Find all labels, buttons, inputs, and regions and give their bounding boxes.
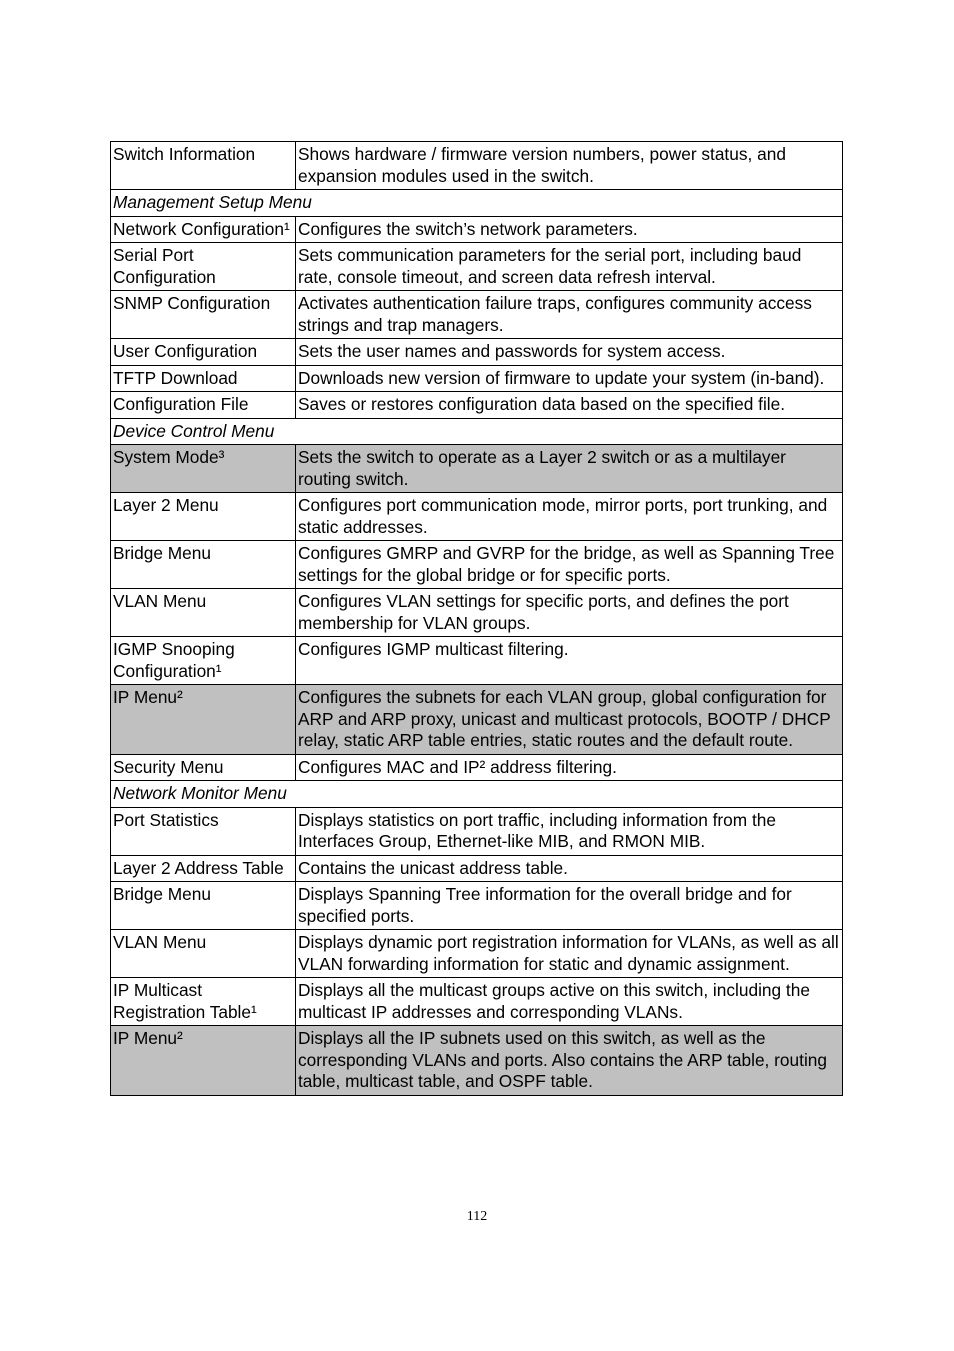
menu-item-description: Displays statistics on port traffic, including information from the Interfaces Group, Ethernet-like MIB, and RMON MIB. — [296, 807, 843, 855]
menu-item-description: Sets the switch to operate as a Layer 2 switch or as a multilayer routing switch. — [296, 445, 843, 493]
table-row — [111, 541, 843, 589]
menu-item-name: IP Menu² — [111, 685, 296, 755]
menu-item-name: User Configuration — [111, 339, 296, 366]
table-row — [111, 392, 843, 419]
section-title: Management Setup Menu — [111, 190, 843, 217]
menu-item-name: IGMP Snooping Configuration¹ — [111, 637, 296, 685]
table-row — [111, 978, 843, 1026]
menu-item-description: Displays all the IP subnets used on this switch, as well as the corresponding VLANs and ports. Also contains the ARP table, routing table, multicast table, and OSPF table. — [296, 1026, 843, 1096]
menu-item-name: Security Menu — [111, 754, 296, 781]
table-row — [111, 493, 843, 541]
section-header-row — [111, 418, 843, 445]
menu-item-description: Shows hardware / firmware version numbers, power status, and expansion modules used in the switch. — [296, 142, 843, 190]
menu-item-name: Bridge Menu — [111, 882, 296, 930]
table-row — [111, 445, 843, 493]
menu-item-name: VLAN Menu — [111, 930, 296, 978]
menu-item-name: Layer 2 Menu — [111, 493, 296, 541]
table-row — [111, 291, 843, 339]
menu-item-description: Configures IGMP multicast filtering. — [296, 637, 843, 685]
menu-item-description: Configures the switch’s network parameters. — [296, 216, 843, 243]
menu-item-description: Configures port communication mode, mirror ports, port trunking, and static addresses. — [296, 493, 843, 541]
table-row — [111, 339, 843, 366]
section-header-row — [111, 190, 843, 217]
menu-item-description: Saves or restores configuration data based on the specified file. — [296, 392, 843, 419]
table-row — [111, 216, 843, 243]
menu-item-name: Switch Information — [111, 142, 296, 190]
section-header-row — [111, 781, 843, 808]
menu-item-name: TFTP Download — [111, 365, 296, 392]
menu-item-name: IP Multicast Registration Table¹ — [111, 978, 296, 1026]
menu-item-description: Displays all the multicast groups active on this switch, including the multicast IP addresses and corresponding VLANs. — [296, 978, 843, 1026]
menu-description-table — [110, 141, 843, 1096]
table-row — [111, 754, 843, 781]
menu-item-description: Activates authentication failure traps, configures community access strings and trap managers. — [296, 291, 843, 339]
menu-item-description: Configures VLAN settings for specific ports, and defines the port membership for VLAN groups. — [296, 589, 843, 637]
menu-item-name: Port Statistics — [111, 807, 296, 855]
menu-item-name: Serial Port Configuration — [111, 243, 296, 291]
table-row — [111, 855, 843, 882]
table-row — [111, 1026, 843, 1096]
page-number: 112 — [466, 1209, 488, 1224]
menu-item-name: Bridge Menu — [111, 541, 296, 589]
table-row — [111, 685, 843, 755]
menu-item-description: Sets the user names and passwords for system access. — [296, 339, 843, 366]
menu-item-description: Displays dynamic port registration information for VLANs, as well as all VLAN forwarding information for static and dynamic assignment. — [296, 930, 843, 978]
section-title: Network Monitor Menu — [111, 781, 843, 808]
table-row — [111, 637, 843, 685]
table-row — [111, 142, 843, 190]
menu-item-description: Configures GMRP and GVRP for the bridge, as well as Spanning Tree settings for the global bridge or for specific ports. — [296, 541, 843, 589]
menu-item-description: Configures MAC and IP² address filtering. — [296, 754, 843, 781]
table-body — [111, 142, 843, 1096]
menu-item-name: Layer 2 Address Table — [111, 855, 296, 882]
menu-item-name: Network Configuration¹ — [111, 216, 296, 243]
table-row — [111, 882, 843, 930]
menu-item-name: Configuration File — [111, 392, 296, 419]
table-row — [111, 589, 843, 637]
menu-item-description: Configures the subnets for each VLAN group, global configuration for ARP and ARP proxy, unicast and multicast protocols, BOOTP / DHCP relay, static ARP table entries, static routes and the default route. — [296, 685, 843, 755]
table-row — [111, 807, 843, 855]
table-row — [111, 930, 843, 978]
table-row — [111, 365, 843, 392]
menu-item-description: Contains the unicast address table. — [296, 855, 843, 882]
menu-item-description: Downloads new version of firmware to update your system (in-band). — [296, 365, 843, 392]
menu-item-description: Displays Spanning Tree information for the overall bridge and for specified ports. — [296, 882, 843, 930]
menu-item-name: VLAN Menu — [111, 589, 296, 637]
menu-item-description: Sets communication parameters for the serial port, including baud rate, console timeout, and screen data refresh interval. — [296, 243, 843, 291]
menu-item-name: SNMP Configuration — [111, 291, 296, 339]
menu-item-name: IP Menu² — [111, 1026, 296, 1096]
section-title: Device Control Menu — [111, 418, 843, 445]
menu-item-name: System Mode³ — [111, 445, 296, 493]
table-row — [111, 243, 843, 291]
